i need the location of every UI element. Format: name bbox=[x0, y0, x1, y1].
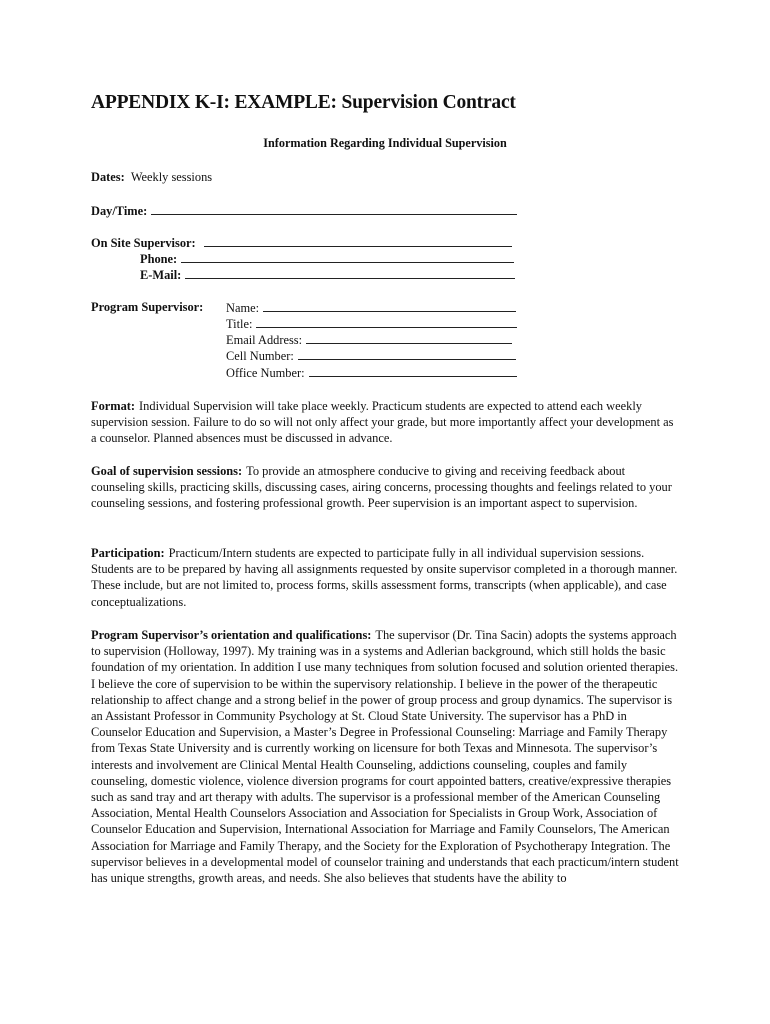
format-paragraph bbox=[91, 398, 679, 447]
program-cell-label: Cell Number: bbox=[226, 349, 294, 363]
section-subtitle: Information Regarding Individual Supervision bbox=[263, 136, 507, 150]
dates-label: Dates: bbox=[91, 170, 125, 184]
goal-paragraph bbox=[91, 463, 679, 512]
onsite-phone-line bbox=[140, 250, 514, 267]
dates-line bbox=[91, 169, 212, 185]
page-title: APPENDIX K-I: EXAMPLE: Supervision Contract bbox=[91, 92, 516, 113]
orientation-paragraph bbox=[91, 627, 679, 886]
orientation-text: The supervisor (Dr. Tina Sacin) adopts the systems approach to supervision (Holloway, 1997). My training was in a systems and Adlerian background, which still holds the basic foundation of my orientation. In addition I use many techniques from solution focused and solution oriented therapies. I believe the core of supervision to be within the supervisory relationship. I believe in the power of the therapeutic relationship to affect change and a strong belief in the power of group process and group dynamics. The supervisor is an Assistant Professor in Community Psychology at St. Cloud State University. The supervisor has a PhD in Counselor Education and Supervision, a Master’s Degree in Professional Counseling: Marriage and Family Therapy from Texas State University and is currently working on licensure for both Texas and Minnesota. The supervisor’s interests and involvement are Clinical Mental Health Counseling, addictions counseling, couples and family counseling, domestic violence, violence diversion programs for court appointed batters, creative/expressive therapies such as sand tray and art therapy with adults. The supervisor is a professional member of the American Counseling Association, Mental Health Counselors Association and Association for Specialists in Group Work, Association of Counselor Education and Supervision, International Association for Marriage and Family Counselors, The American Association for Marriage and Family Therapy, and the Society for the Exploration of Psychotherapy Integration. The supervisor believes in a developmental model of counselor training and understands that each practicum/intern student has unique strengths, growth areas, and needs. She also believes that students have the ability to bbox=[91, 628, 679, 886]
program-title-line bbox=[226, 315, 517, 332]
format-heading: Format: bbox=[91, 399, 136, 413]
format-text: Individual Supervision will take place weekly. Practicum students are expected to attend each weekly supervision session. Failure to do so will not only affect your grade, but more importantly affect your development as a counselor. Planned absences must be discussed in advance. bbox=[91, 399, 674, 446]
dates-value: Weekly sessions bbox=[130, 170, 213, 184]
daytime-line bbox=[91, 202, 517, 219]
program-name-blank[interactable] bbox=[263, 299, 516, 312]
program-email-line bbox=[226, 331, 512, 348]
onsite-email-blank[interactable] bbox=[185, 266, 515, 279]
onsite-phone-label: Phone: bbox=[140, 252, 178, 266]
program-office-blank[interactable] bbox=[309, 364, 517, 377]
onsite-supervisor-label: On Site Supervisor: bbox=[91, 236, 196, 250]
goal-text: To provide an atmosphere conducive to giving and receiving feedback about counseling skills, practicing skills, discussing cases, airing concerns, processing thoughts and feelings related to your counseling sessions, and fostering professional growth. Peer supervision is an important aspect to supervision. bbox=[91, 464, 672, 511]
onsite-supervisor-line bbox=[91, 234, 512, 251]
program-office-line bbox=[226, 364, 517, 381]
program-office-label: Office Number: bbox=[226, 366, 305, 380]
participation-paragraph bbox=[91, 545, 679, 610]
program-supervisor-label: Program Supervisor: bbox=[91, 300, 204, 314]
orientation-heading: Program Supervisor’s orientation and qualifications: bbox=[91, 628, 372, 642]
program-title-blank[interactable] bbox=[256, 315, 517, 328]
onsite-phone-blank[interactable] bbox=[181, 250, 514, 263]
program-title-label: Title: bbox=[226, 317, 253, 331]
participation-text: Practicum/Intern students are expected to participate fully in all individual supervision sessions. Students are to be prepared by having all assignments requested by onsite supervisor completed in a thorough manner. These include, but are not limited to, process forms, skills assessment forms, transcripts (when applicable), and case conceptualizations. bbox=[91, 546, 678, 609]
daytime-label: Day/Time: bbox=[91, 204, 148, 218]
participation-heading: Participation: bbox=[91, 546, 165, 560]
program-email-blank[interactable] bbox=[306, 331, 512, 344]
program-email-label: Email Address: bbox=[226, 333, 303, 347]
daytime-blank[interactable] bbox=[151, 202, 517, 215]
program-name-label: Name: bbox=[226, 301, 260, 315]
program-name-line bbox=[226, 299, 516, 316]
onsite-email-label: E-Mail: bbox=[140, 268, 182, 282]
onsite-supervisor-blank[interactable] bbox=[204, 234, 512, 247]
onsite-email-line bbox=[140, 266, 515, 283]
program-supervisor-label-line bbox=[91, 299, 203, 315]
program-cell-line bbox=[226, 347, 516, 364]
goal-heading: Goal of supervision sessions: bbox=[91, 464, 243, 478]
program-cell-blank[interactable] bbox=[298, 347, 516, 360]
